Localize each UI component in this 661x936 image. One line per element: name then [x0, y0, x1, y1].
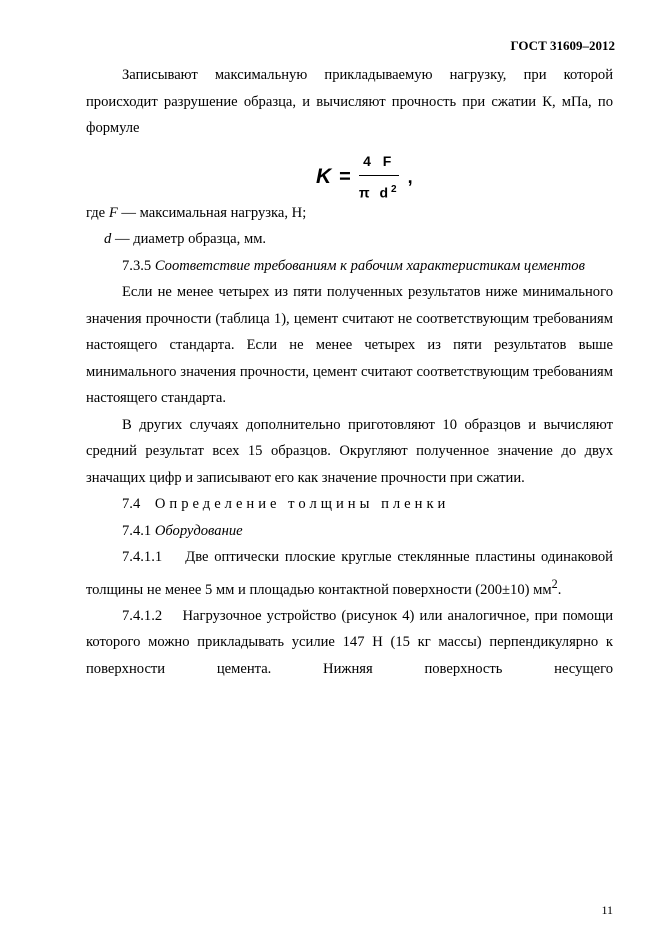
paragraph-other-cases: В других случаях дополнительно приготовляют 10 образцов и вычисляют средний результат всех 15 образцов. Округляют полученное значение до двух значащих цифр и записывают его как значение прочности при сжатии. [86, 416, 613, 486]
section-7-4-1-number: 7.4.1 [122, 522, 152, 539]
section-7-4-1-1 [86, 544, 613, 603]
formula-exponent: 2 [391, 184, 400, 195]
section-7-4-number: 7.4 [122, 496, 141, 512]
var-d: d [104, 231, 112, 247]
unit-exponent: 2 [551, 576, 558, 591]
var-f: F [108, 204, 118, 221]
section-7-4-1-2-number: 7.4.1.2 [122, 607, 163, 624]
section-7-4-1-1-number: 7.4.1.1 [122, 549, 163, 565]
section-7-4-title: Определение толщины пленки [154, 496, 450, 512]
formula-lhs: K [316, 164, 332, 188]
section-7-3-5-number: 7.3.5 [122, 257, 152, 274]
document-code-header: ГОСТ 31609–2012 [510, 38, 615, 53]
section-7-4-1-heading [86, 518, 613, 545]
paragraph-conformity: Если не менее четырех из пяти полученных результатов ниже минимального значения прочности (таблица 1), цемент считают не соответствующим требованиям настоящего стандарта. Если не менее четырех из пяти результатов выше минимального значения прочности, цемент считают соответствующим требованиям настоящего стандарта. [86, 284, 613, 406]
section-7-4-1-2 [86, 603, 613, 683]
where-d-text: — диаметр образца, мм. [111, 231, 267, 247]
where-d-line [86, 226, 613, 253]
formula-d: d [379, 184, 392, 201]
section-7-4-1-1-text: Две оптически плоские круглые стеклянные пластины одинаковой толщины не менее 5 мм и площадью контактной поверхности (200±10) мм [86, 549, 613, 598]
formula-equals: = [339, 165, 351, 188]
formula-denominator [359, 176, 400, 206]
page-number: 11 [601, 903, 613, 917]
formula-fraction [359, 148, 400, 207]
section-7-4-1-1-end: . [557, 581, 562, 598]
section-7-3-5-heading [86, 253, 613, 280]
section-7-4-heading [86, 491, 613, 518]
formula-numerator: 4 F [359, 148, 399, 177]
section-7-4-1-title: Оборудование [154, 522, 243, 539]
where-prefix: где [86, 204, 109, 221]
document-body [86, 62, 613, 682]
section-7-4-1-2-text: Нагрузочное устройство (рисунок 4) или аналогичное, при помощи которого можно прикладывать усилие 147 Н (15 кг массы) перпендикулярно к поверхности цемента. Нижняя поверхность несущего [86, 607, 614, 677]
section-7-3-5-title: Соответствие требованиям к рабочим характеристикам цементов [154, 257, 585, 274]
formula-pi: π [358, 184, 373, 201]
formula-comma: , [407, 166, 413, 187]
where-f-text: — максимальная нагрузка, Н; [117, 204, 307, 221]
paragraph-load-record: Записывают максимальную прикладываемую нагрузку, при которой происходит разрушение образца, и вычисляют прочность при сжатии К, мПа, по формуле [86, 67, 613, 136]
strength-formula [86, 142, 613, 200]
